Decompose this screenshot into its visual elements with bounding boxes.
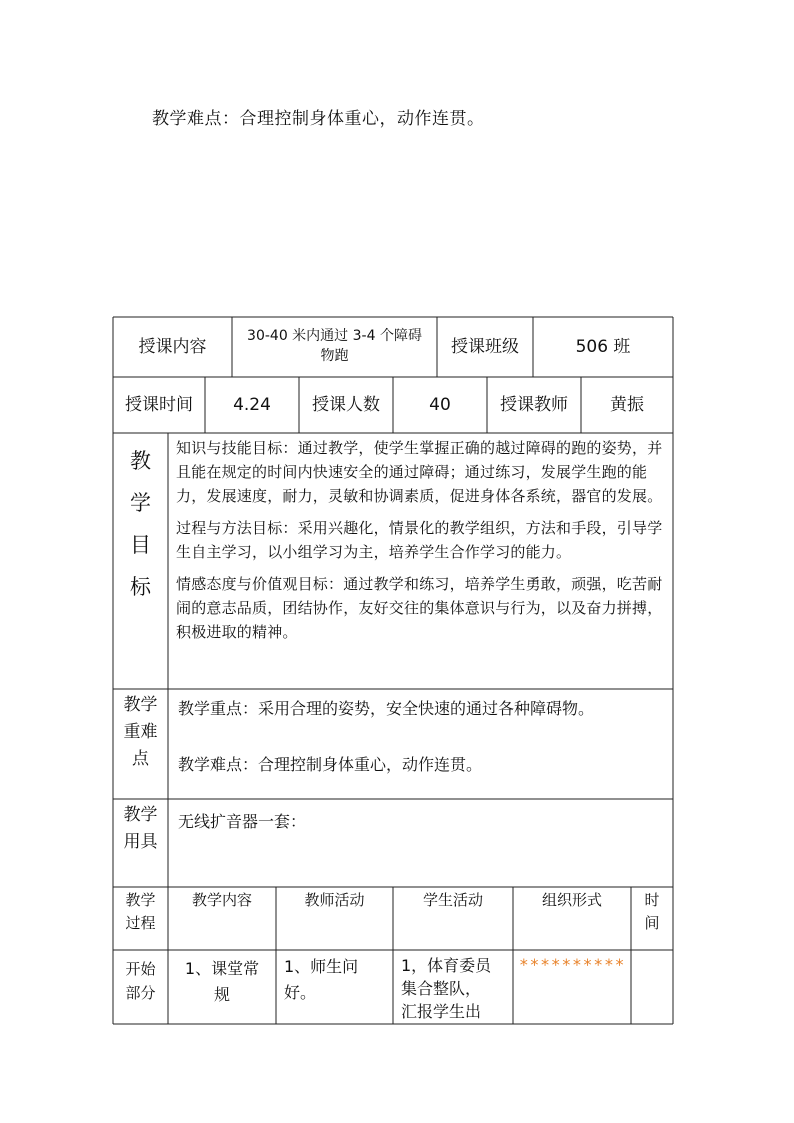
time-label: 授课时间: [125, 394, 193, 415]
process-student-line1: 1，体育委员: [401, 956, 492, 975]
process-col1-header: [113, 889, 168, 949]
process-time-header: [631, 889, 673, 949]
process-teacher-line2: 好。: [284, 983, 317, 1002]
content-value-line1: 30-40 米内通过 3-4 个障碍: [247, 328, 422, 345]
process-teacher-activity: [284, 954, 389, 1006]
process-phase: [113, 957, 168, 1005]
goals-label-char: 标: [130, 575, 151, 599]
class-value: 506 班: [575, 336, 631, 357]
goals-content: [176, 436, 666, 686]
process-student-line2: 集合整队，: [401, 979, 482, 998]
goals-label-char: 教: [130, 449, 151, 473]
process-phase-line1: 开始: [125, 960, 156, 978]
goals-attitude-paragraph: 情感态度与价值观目标：通过教学和练习，培养学生勇敢，顽强，吃苦耐闹的意志品质，团结协作，友好交往的集体意识与行为，以及奋力拼搏，积极进取的精神。: [176, 575, 663, 641]
goals-label-char: 学: [130, 491, 151, 515]
goals-label: [113, 440, 168, 600]
time-value: 4.24: [233, 394, 271, 415]
process-content-header: 教学内容: [191, 891, 252, 909]
process-col1-header-line2: 过程: [125, 914, 156, 932]
process-content-line1: 1、课堂常: [184, 959, 260, 978]
keypoints-label-line1: 教学: [123, 695, 158, 715]
keypoints-label: [113, 692, 168, 792]
tools-label-line2: 用具: [123, 832, 158, 852]
goals-knowledge-paragraph: 知识与技能目标：通过教学，使学生掌握正确的越过障碍的跑的姿势，并且能在规定的时间内快速安全的通过障碍；通过练习，发展学生跑的能力，发展速度，耐力，灵敏和协调素质，促进身体各系统，器官的发展。: [176, 439, 663, 505]
content-value-line2: 物跑: [320, 348, 349, 364]
goals-label-char: 目: [130, 533, 151, 557]
difficult-point: 教学难点：合理控制身体重心，动作连贯。: [178, 755, 483, 774]
process-teacher-header: 教师活动: [304, 891, 365, 909]
keypoints-label-line2: 重难: [123, 722, 158, 742]
process-student-activity: [401, 954, 509, 1023]
teacher-value: 黄振: [610, 394, 644, 415]
process-student-line3: 汇报学生出: [401, 1002, 482, 1021]
goals-process-paragraph: 过程与方法目标：采用兴趣化，情景化的教学组织，方法和手段，引导学生自主学习，以小组学习为主，培养学生合作学习的能力。: [176, 519, 663, 561]
keypoints-label-line3: 点: [132, 749, 149, 769]
count-label: 授课人数: [312, 394, 380, 415]
process-content: [168, 956, 276, 1008]
process-student-header: 学生活动: [422, 891, 483, 909]
process-teacher-line1: 1、师生问: [284, 957, 359, 976]
process-formation-stars: **********: [519, 955, 626, 974]
tools-label-line1: 教学: [123, 805, 158, 825]
tools-value: 无线扩音器一套：: [178, 812, 307, 831]
key-point: 教学重点：采用合理的姿势，安全快速的通过各种障碍物。: [178, 699, 595, 718]
process-time-header-line2: 间: [644, 914, 660, 932]
process-content-line2: 规: [213, 985, 230, 1004]
content-label: 授课内容: [138, 336, 207, 357]
process-col1-header-line1: 教学: [125, 891, 156, 909]
count-value: 40: [429, 394, 451, 415]
tools-label: [113, 802, 168, 862]
class-label: 授课班级: [451, 336, 519, 357]
content-value: [232, 317, 437, 377]
top-difficulty-note: 教学难点：合理控制身体重心，动作连贯。: [152, 109, 485, 129]
process-formation-header: 组织形式: [541, 891, 602, 909]
teacher-label: 授课教师: [500, 394, 568, 415]
process-phase-line2: 部分: [125, 984, 156, 1002]
process-time-header-line1: 时: [644, 891, 660, 909]
